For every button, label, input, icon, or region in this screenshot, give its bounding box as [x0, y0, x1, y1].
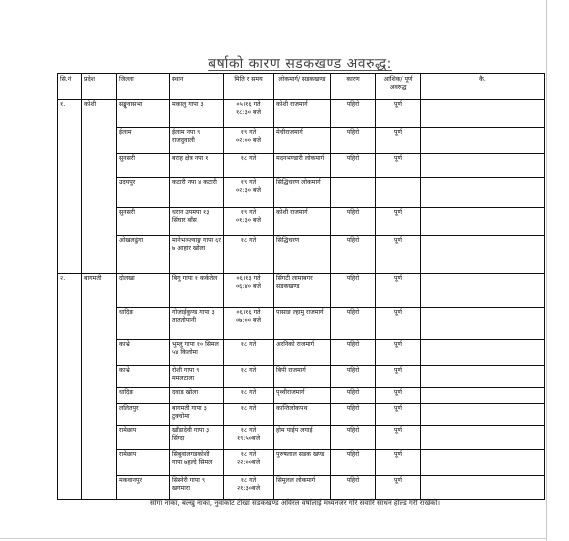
row-road: मदनभण्डारी लोकमार्ग [274, 154, 331, 178]
row-date-time [224, 388, 274, 404]
row-date-time [224, 308, 274, 340]
row-reason: पहिरो [331, 154, 376, 178]
row-date: १८ गते [240, 155, 257, 162]
row-reason: पहिरो [331, 208, 376, 236]
row-date: १९ गते [240, 209, 257, 216]
row-remarks [421, 340, 545, 366]
row-district: दोलखा [117, 274, 170, 308]
row-time: ०६:४० बजे [235, 283, 262, 291]
row-date: १९ गते [240, 179, 257, 186]
row-reason: पहिरो [331, 100, 376, 128]
row-reason: पहिरो [331, 404, 376, 426]
row-road: पृथ्वीराजमार्ग [274, 388, 331, 404]
row-place: बिगु गापा १ कर्कतेल [170, 274, 224, 308]
row-place: मकालु गापा ३ [170, 100, 224, 128]
row-status [376, 178, 421, 208]
header-status: आंशिक/ पूर्ण अवरुद्ध [376, 74, 421, 100]
row-district: रामेछाप [117, 426, 170, 450]
row-remarks [421, 274, 545, 308]
row-road: मेचीराजमार्ग [274, 128, 331, 154]
row-remarks [421, 450, 545, 476]
row-time: २२:००बजे [236, 459, 261, 467]
row-district: काभ्रे [117, 340, 170, 366]
row-district: मकवानपुर [117, 476, 170, 500]
row-remarks [421, 128, 545, 154]
row-road: कोशी राजमार्ग [274, 100, 331, 128]
row-remarks [421, 308, 545, 340]
row-status: पूर्ण [376, 154, 421, 178]
row-remarks [421, 208, 545, 236]
table-row [58, 178, 545, 208]
row-status: पूर्ण [376, 476, 421, 500]
row-reason: पहिरो [331, 450, 376, 476]
row-date: १८ गते [240, 477, 257, 484]
row-place: रोशी गापा ९ ममलटाला [170, 366, 224, 388]
row-road: सिंगटी लामाबगर सडकखण्ड [274, 274, 331, 308]
row-date-time [224, 236, 274, 274]
table-row [58, 308, 545, 340]
row-district: सङ्खुवासभा [117, 100, 170, 128]
row-district: ओखलढुंगा [117, 236, 170, 274]
row-reason: पहिरो [331, 274, 376, 308]
table-row [58, 340, 545, 366]
row-date: ०५।१६ गते [236, 101, 261, 108]
row-status: पूर्ण [376, 274, 421, 308]
page-edge [0, 538, 547, 539]
header-reason: कारण [331, 74, 376, 100]
header-province: प्रदेश [82, 74, 117, 100]
row-date: १९ गते [240, 129, 257, 136]
row-date-time [224, 128, 274, 154]
row-district: काभ्रे [117, 366, 170, 388]
row-district: सुनसरी [117, 154, 170, 178]
row-status: पूर्ण [376, 366, 421, 388]
row-sn: १. [58, 100, 82, 274]
row-date-time [224, 100, 274, 128]
row-remarks [421, 100, 545, 128]
row-status: पूर्ण [376, 100, 421, 128]
row-status: पूर्ण [376, 426, 421, 450]
header-place: स्थान [170, 74, 224, 100]
table-row [58, 450, 545, 476]
row-status: पूर्ण [376, 128, 421, 154]
table-row [58, 100, 545, 128]
row-place: भुम्लु गापा १० सिमल ५४ किलोमा [170, 340, 224, 366]
row-date-time [224, 476, 274, 500]
row-date: १८ गते [240, 389, 257, 396]
page-title: बर्षाको कारण सडकखण्ड अवरुद्ध: [208, 56, 392, 72]
row-road: पासाङ ल्हामु राजमार्ग [274, 308, 331, 340]
row-reason: पहिरो [331, 340, 376, 366]
row-remarks [421, 236, 545, 274]
table-row [58, 366, 545, 388]
footer-note: साँगा नाका, बल्खु नाका, नुवाकोट टोखा सडकखण्ड अविरल वर्षालाई मध्यनजर गरि सवारि साधन होल्ड गरी राखेको। [149, 499, 441, 507]
row-time: १८:३० बजे [235, 109, 262, 117]
row-place: ईलाम नपा ९ राजदुवाली [170, 128, 224, 154]
row-place: खाँडादेवी गापा ३ सिंग्दा [170, 426, 224, 450]
row-date-time [224, 274, 274, 308]
row-reason: पहिरो [331, 366, 376, 388]
row-date: १८ गते [240, 451, 257, 458]
row-date-time [224, 366, 274, 388]
row-date: ०६।१६ गते [236, 309, 261, 316]
row-remarks [421, 154, 545, 178]
row-reason: पहिरो [331, 128, 376, 154]
row-date-time [224, 340, 274, 366]
row-date-time [224, 178, 274, 208]
row-district: उदयपुर [117, 178, 170, 208]
row-date-time [224, 404, 274, 426]
row-date: १८ गते [240, 237, 257, 244]
row-place: बागमती गापा ३ टुक्चोमा [170, 404, 224, 426]
row-district: रामेछाप [117, 450, 170, 476]
header-row [58, 74, 545, 100]
row-time: ०१:३० बजे [235, 217, 262, 225]
header-remarks: कै. [421, 74, 545, 100]
row-road: पुरुषलाल सडक खण्ड [274, 450, 331, 476]
row-road: अरनिको राजमार्ग [274, 340, 331, 366]
row-reason: पहिरो [331, 476, 376, 500]
row-time: १९:५०बजे [236, 435, 261, 443]
header-road: लोकमार्ग/ सडकखण्ड [274, 74, 331, 100]
row-road: बिपी राजमार्ग [274, 366, 331, 388]
row-date-time [224, 426, 274, 450]
row-time: २१:३०बजे [236, 485, 261, 493]
row-place: दवाड खोला [170, 388, 224, 404]
row-date-time [224, 450, 274, 476]
table-row [58, 236, 545, 274]
row-place: धरान उपमपा १३ सिंघार बाँस [170, 208, 224, 236]
page-edge [546, 0, 547, 541]
table-row [58, 154, 545, 178]
row-status: पूर्ण [376, 404, 421, 426]
row-date: १८ गते [240, 427, 257, 434]
row-district: ललितपुर [117, 404, 170, 426]
row-date: १८ गते [240, 405, 257, 412]
table-row [58, 404, 545, 426]
header-district: जिल्ला [117, 74, 170, 100]
row-road: कोशी राजमार्ग [274, 208, 331, 236]
road-obstruction-table [57, 73, 545, 500]
row-date-time [224, 208, 274, 236]
row-road: सिद्धिचरण लोकमार्ग [274, 178, 331, 208]
row-status: पूर्ण [376, 388, 421, 404]
row-status: पूर्ण [376, 450, 421, 476]
row-road: सिमुलल लोकमार्ग [274, 476, 331, 500]
row-status: पूर्ण [376, 208, 421, 236]
row-place: गोजाईकुण्ड गापा ३ ताततोपानी [170, 308, 224, 340]
row-road: कान्तिलोकपथ [274, 404, 331, 426]
row-province: कोशी [82, 100, 117, 274]
row-place: कटारी नपा ४ कटारी [170, 178, 224, 208]
row-reason [331, 178, 376, 208]
row-district: ईलाम [117, 128, 170, 154]
header-sn: सि.नं [58, 74, 82, 100]
row-reason: पहिरो [331, 388, 376, 404]
row-district: धादिङ [117, 388, 170, 404]
row-status: पूर्ण [376, 340, 421, 366]
row-district: सुनसरी [117, 208, 170, 236]
row-district: धादिङ [117, 308, 170, 340]
row-remarks [421, 476, 545, 500]
row-remarks [421, 388, 545, 404]
row-reason: पहिरो [331, 236, 376, 274]
table-row [58, 426, 545, 450]
row-date: १८ गते [240, 341, 257, 348]
row-place: सिबुवालगडकोशी गापा ७हल्दे सिमल [170, 450, 224, 476]
row-date: ०६।१३ गते [236, 275, 261, 282]
table-row [58, 208, 545, 236]
row-status: पूर्ण [376, 236, 421, 274]
row-time: ०२:३० बजे [235, 187, 262, 195]
row-status: पूर्ण [376, 308, 421, 340]
header-date-time: मिति र समय [224, 74, 274, 100]
row-remarks [421, 178, 545, 208]
row-reason: पहिरो [331, 308, 376, 340]
row-remarks [421, 404, 545, 426]
row-place: सिस्नेरी गापा ९ खगमारा [170, 476, 224, 500]
row-reason: पहिरो [331, 426, 376, 450]
row-date-time [224, 154, 274, 178]
row-remarks [421, 426, 545, 450]
row-province: बागमती [82, 274, 117, 500]
table-row [58, 274, 545, 308]
table-row [58, 128, 545, 154]
row-time: ०२:०० बजे [235, 137, 262, 145]
row-road: सिद्धिचरण [274, 236, 331, 274]
row-date: १८ गते [240, 367, 257, 374]
row-time: ०७:०० बजे [235, 317, 262, 325]
row-sn: २. [58, 274, 82, 500]
row-road: होम पाईप लगाई [274, 426, 331, 450]
row-place: मानेभञ्ज्याङ्ग गापा ६र ७ आहार खोला [170, 236, 224, 274]
row-place: बराह क्षेत्र नपा १ [170, 154, 224, 178]
table-row [58, 388, 545, 404]
table-row [58, 476, 545, 500]
row-remarks [421, 366, 545, 388]
